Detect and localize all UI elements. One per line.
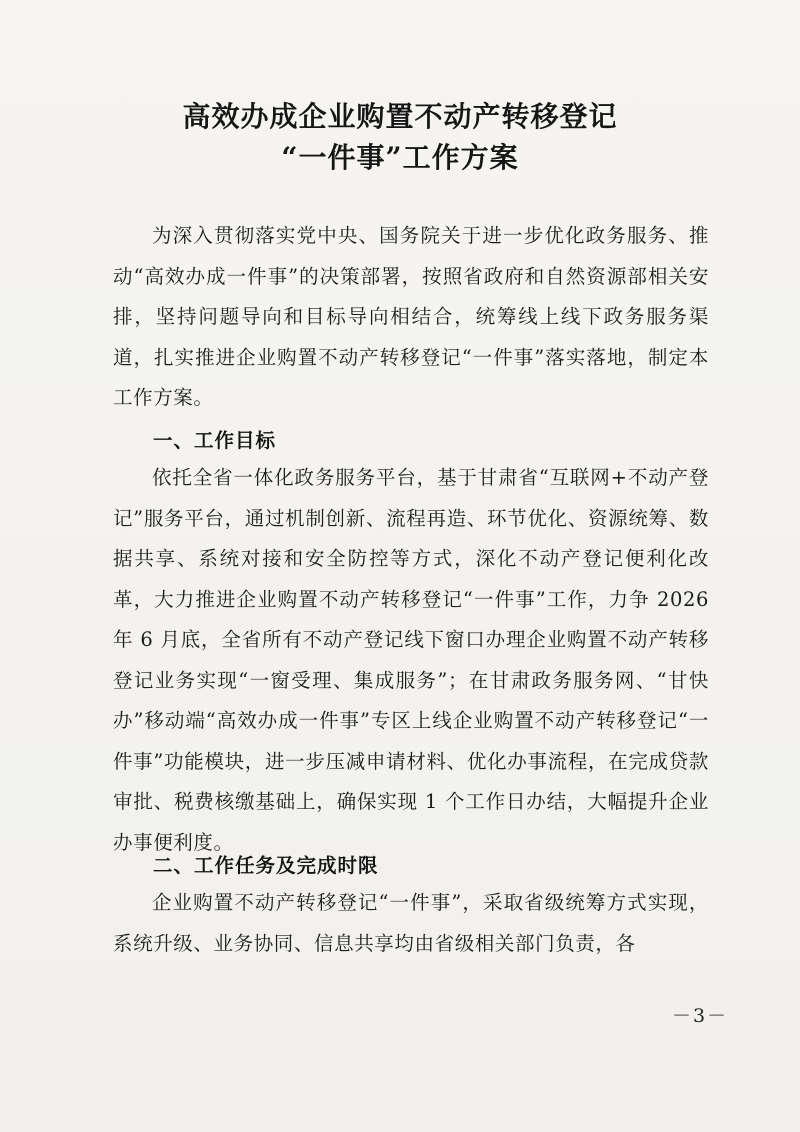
section2-paragraph <box>113 883 709 964</box>
page-number: －3－ <box>672 1005 729 1027</box>
section1-heading: 一、工作目标 <box>153 429 277 452</box>
section2-text: 企业购置不动产转移登记“一件事”，采取省级统筹方式实现，系统升级、业务协同、信息共享均由省级相关部门负责，各 <box>113 891 709 955</box>
document-title-line1: 高效办成企业购置不动产转移登记 <box>182 100 618 133</box>
intro-text: 为深入贯彻落实党中央、国务院关于进一步优化政务服务、推动“高效办成一件事”的决策部署，按照省政府和自然资源部相关安排，坚持问题导向和目标导向相结合，统筹线上线下政务服务渠道，扎实推进企业购置不动产转移登记“一件事”落实落地，制定本工作方案。 <box>113 224 709 409</box>
section2-heading: 二、工作任务及完成时限 <box>153 854 379 877</box>
section1-text: 依托全省一体化政务服务平台，基于甘肃省“互联网+不动产登记”服务平台，通过机制创新、流程再造、环节优化、资源统筹、数据共享、系统对接和安全防控等方式，深化不动产登记便利化改革，大力推进企业购置不动产转移登记“一件事”工作，力争 2026 年 6 月底，全省所有不动产登记线下窗口办理企业购置不动产转移登记业务实现“一窗受理、集成服务”；在甘肃政务服务网、“甘快办”移动端“高效办成一件事”专区上线企业购置不动产转移登记“一件事”功能模块，进一步压减申请材料、优化办事流程，在完成贷款审批、税费核缴基础上，确保实现 1 个工作日办结，大幅提升企业办事便利度。 <box>113 466 709 854</box>
intro-paragraph <box>113 216 709 419</box>
document-title-line2: “一件事”工作方案 <box>281 141 519 174</box>
section1-paragraph <box>113 458 709 863</box>
